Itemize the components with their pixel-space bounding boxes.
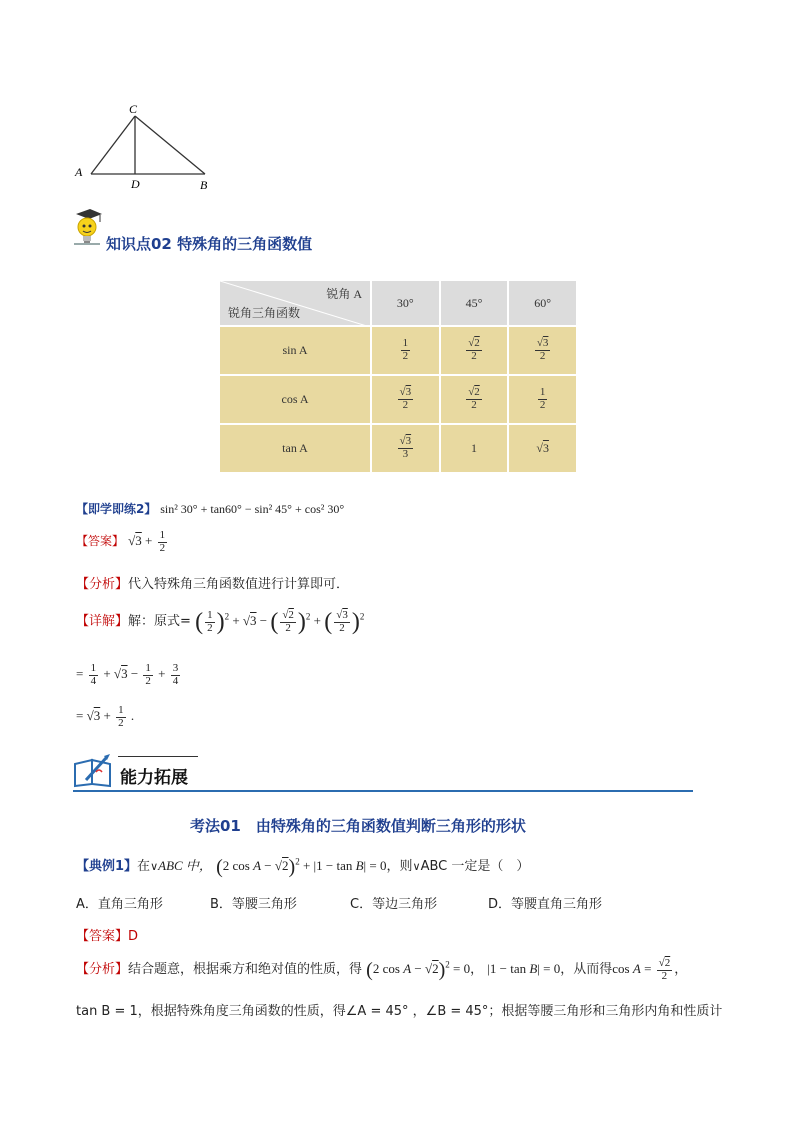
vertex-label-c: C [129,102,138,116]
answer-line [76,530,169,554]
detail-step-1: = $\frac{1}{4}$ + √3 − $\frac{1}{2}$ + $\frac{3}{4}$ [76,662,179,687]
row-label-sin: sin A [219,326,371,375]
table-header-60: 60° [508,280,577,326]
example-text-c: ，则 [386,859,413,874]
table-cell [371,375,440,424]
section-title: 能力拓展 [120,768,188,788]
method-title: 考法01 由特殊角的三角函数值判断三角形的形状 [190,817,526,835]
example-equation: (2 cos A − √2)$^2$ + |1 − tan B| = 0 [216,856,387,879]
vertex-label-b: B [200,178,208,192]
value-frac: $\frac{√3}{2}$ [536,337,549,362]
analysis-line [76,573,349,592]
corner-bottom-label: 锐角三角函数 [228,306,301,320]
student-lightbulb-icon [72,208,104,248]
example-text-b: ABC 中， [158,858,212,873]
section-rule [73,790,693,792]
example-answer-tag: 【答案】 [76,929,129,944]
table-cell [371,424,440,473]
practice-expression: sin² 30° + tan60° − sin² 45° + cos² 30° [160,502,345,516]
book-pen-icon [72,752,116,788]
answer-value: √3 + $\frac{1}{2}$ [128,529,166,554]
row-label-cos: cos A [219,375,371,424]
table-cell [440,326,509,375]
value-frac: $\frac{√3}{2}$ [399,386,412,411]
detail-step-2: = √3 + $\frac{1}{2}$ . [76,704,135,729]
example-text-a: 在 [137,859,151,874]
value-frac: $\frac{√3}{3}$ [399,435,412,460]
table-row [219,375,577,424]
vertex-label-d: D [131,177,140,191]
example-text-d: ABC 一定是（ ） [420,859,530,874]
special-angle-table [218,279,578,474]
example-tag: 【典例1】 [76,859,138,874]
example-analysis-4: tan B = 1，根据特殊角度三角函数的性质，得∠A = 45° ，∠B = 45°；根据等腰三角形和三角形内角和性质计 [76,1004,723,1019]
example-analysis-1: 结合题意，根据乘方和绝对值的性质，得 [128,962,363,978]
knowledge-point-title: 知识点02 特殊角的三角函数值 [106,235,313,253]
corner-top-label: 锐角 A [326,287,362,301]
table-cell: √3 [508,424,577,473]
option-b[interactable]: B．等腰三角形 [210,897,297,912]
analysis-tag: 【分析】 [76,577,129,592]
example-analysis-tag: 【分析】 [76,962,129,978]
table-cell [508,375,577,424]
table-cell: 1 [440,424,509,473]
example-analysis-2: ， [470,962,484,978]
analysis-text: 代入特殊角三角函数值进行计算即可． [128,577,350,592]
table-row [219,326,577,375]
example-answer-line [76,925,138,944]
value-frac: $\frac{√2}{2}$ [468,386,480,411]
option-d[interactable]: D．等腰直角三角形 [488,897,603,912]
row-label-tan: tan A [219,424,371,473]
option-c[interactable]: C．等边三角形 [350,897,438,912]
vertex-label-a: A [75,165,83,179]
table-cell [508,326,577,375]
detail-formula: ( $\frac{1}{2}$ )$^2$ + √3 − ( $\frac{√2}{2}$ )$^2$ + ( $\frac{√3}{2}$ )$^2$ [195,609,365,636]
example-analysis-3: ，从而得 [560,962,613,978]
practice-line [76,500,344,517]
option-a[interactable]: A．直角三角形 [76,897,163,912]
value-frac: $\frac{√2}{2}$ [468,337,480,362]
value-frac: $\frac{1}{2}$ [402,337,409,362]
table-header-45: 45° [440,280,509,326]
section-top-rule [118,756,198,757]
table-corner-cell [219,280,371,326]
example-line: 【典例1】在∨ABC 中， (2 cos A − √2)$^2$ + |1 − tan B| = 0，则∨ABC 一定是（ ） [76,856,530,879]
detail-prefix: 解：原式= [128,614,191,630]
answer-tag: 【答案】 [76,534,125,549]
table-header-30: 30° [371,280,440,326]
table-cell [440,375,509,424]
triangle-figure [70,100,220,195]
example-analysis-line: 【分析】结合题意，根据乘方和绝对值的性质，得 (2 cos A − √2)$^2$ = 0， |1 − tan B| = 0，从而得cos A = $\frac{√2}{2}$ ， [76,957,688,982]
practice-tag: 【即学即练2】 [76,502,157,516]
value-frac: $\frac{1}{2}$ [539,386,546,411]
table-cell [371,326,440,375]
table-row [219,424,577,473]
example-answer-value: D [128,929,139,944]
detail-line [76,610,364,634]
detail-tag: 【详解】 [76,614,129,630]
